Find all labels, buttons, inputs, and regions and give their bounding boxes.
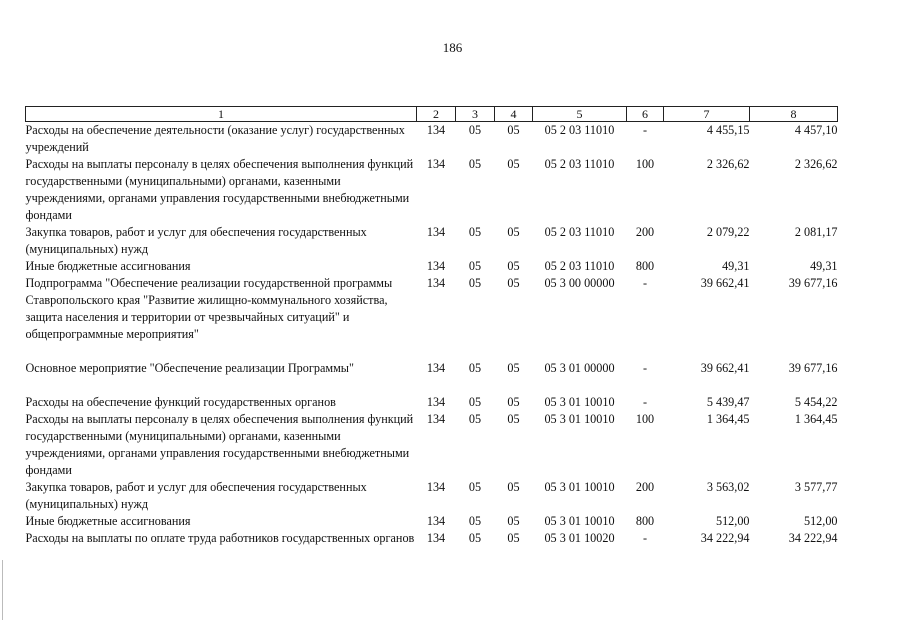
row-col7: 2 326,62 xyxy=(706,157,750,171)
row-col3: 05 xyxy=(468,480,482,494)
row-col4: 05 xyxy=(507,395,520,409)
row-col3: 05 xyxy=(468,514,482,528)
col-header-7: 7 xyxy=(664,107,750,122)
row-col7: 34 222,94 xyxy=(700,531,750,545)
row-col3: 05 xyxy=(468,157,482,171)
row-col3: 05 xyxy=(468,412,482,426)
row-col2: 134 xyxy=(426,514,446,528)
row-col3: 05 xyxy=(468,123,482,137)
row-col4: 05 xyxy=(507,531,520,545)
row-col7: 39 662,41 xyxy=(700,276,750,290)
row-col4: 05 xyxy=(507,259,520,273)
row-col5: 05 2 03 11010 xyxy=(544,225,615,239)
row-col7: 2 079,22 xyxy=(706,225,750,239)
row-col6: - xyxy=(642,531,648,545)
row-col8: 5 454,22 xyxy=(794,395,838,409)
row-col8: 4 457,10 xyxy=(794,123,838,137)
row-name: Иные бюджетные ассигнования xyxy=(25,259,191,273)
table-row xyxy=(26,258,838,275)
row-col6: 200 xyxy=(635,480,655,494)
row-col2: 134 xyxy=(426,480,446,494)
row-col2: 134 xyxy=(426,531,446,545)
table-row xyxy=(26,122,838,157)
page-number: 186 xyxy=(442,40,463,55)
row-name: Закупка товаров, работ и услуг для обеспечения государственных (муниципальных) нужд xyxy=(25,480,367,511)
row-col8: 49,31 xyxy=(810,259,838,273)
row-col8: 3 577,77 xyxy=(794,480,838,494)
table-row xyxy=(26,411,838,479)
table-row xyxy=(26,530,838,547)
row-col2: 134 xyxy=(426,276,446,290)
row-col7: 3 563,02 xyxy=(706,480,750,494)
table-row xyxy=(26,156,838,224)
row-col5: 05 3 00 00000 xyxy=(544,276,615,290)
row-col7: 512,00 xyxy=(715,514,750,528)
row-col2: 134 xyxy=(426,225,446,239)
row-col6: 800 xyxy=(635,514,655,528)
row-col7: 49,31 xyxy=(722,259,750,273)
row-col5: 05 3 01 10020 xyxy=(544,531,615,545)
row-col4: 05 xyxy=(507,276,520,290)
row-name: Расходы на выплаты персоналу в целях обеспечения выполнения функций государственными (муниципальными) органами, казенными учреждениями, органами управления государственными внебюджетными фондами xyxy=(25,412,414,477)
row-col6: 800 xyxy=(635,259,655,273)
table-row xyxy=(26,513,838,530)
table-row xyxy=(26,360,838,394)
row-col8: 2 326,62 xyxy=(794,157,838,171)
row-col2: 134 xyxy=(426,361,446,375)
row-col3: 05 xyxy=(468,259,482,273)
row-col6: 100 xyxy=(635,157,655,171)
scan-margin-line xyxy=(2,560,3,620)
row-col6: - xyxy=(642,361,648,375)
row-col6: 100 xyxy=(635,412,655,426)
row-col2: 134 xyxy=(426,157,446,171)
row-col5: 05 3 01 10010 xyxy=(544,514,615,528)
row-col3: 05 xyxy=(468,531,482,545)
row-col4: 05 xyxy=(507,123,520,137)
row-col8: 2 081,17 xyxy=(794,225,838,239)
row-name: Иные бюджетные ассигнования xyxy=(25,514,191,528)
row-name: Подпрограмма "Обеспечение реализации государственной программы Ставропольского края "Развитие жилищно-коммунального хозяйства, защита населения и территории от чрезвычайных ситуаций" и общепрограммные мероприятия" xyxy=(25,276,393,341)
row-col6: - xyxy=(642,276,648,290)
row-col8: 512,00 xyxy=(803,514,838,528)
col-header-6: 6 xyxy=(627,107,664,122)
row-col3: 05 xyxy=(468,361,482,375)
row-col6: 200 xyxy=(635,225,655,239)
row-col6: - xyxy=(642,395,648,409)
row-col8: 39 677,16 xyxy=(788,361,838,375)
row-col5: 05 3 01 10010 xyxy=(544,412,615,426)
table-row xyxy=(26,275,838,360)
row-col2: 134 xyxy=(426,259,446,273)
col-header-5: 5 xyxy=(533,107,627,122)
row-col5: 05 2 03 11010 xyxy=(544,123,615,137)
row-col2: 134 xyxy=(426,412,446,426)
col-header-8: 8 xyxy=(750,107,838,122)
row-name: Закупка товаров, работ и услуг для обеспечения государственных (муниципальных) нужд xyxy=(25,225,367,256)
row-col8: 1 364,45 xyxy=(794,412,838,426)
row-col4: 05 xyxy=(507,514,520,528)
row-col5: 05 3 01 10010 xyxy=(544,395,615,409)
table-row xyxy=(26,394,838,411)
row-col7: 39 662,41 xyxy=(700,361,750,375)
row-name: Расходы на обеспечение функций государственных органов xyxy=(25,395,336,409)
row-col4: 05 xyxy=(507,412,520,426)
col-header-3: 3 xyxy=(456,107,495,122)
row-col4: 05 xyxy=(507,157,520,171)
row-col3: 05 xyxy=(468,395,482,409)
row-col8: 39 677,16 xyxy=(788,276,838,290)
row-col3: 05 xyxy=(468,276,482,290)
budget-table xyxy=(25,106,838,547)
col-header-1: 1 xyxy=(26,107,417,122)
row-name: Расходы на выплаты персоналу в целях обеспечения выполнения функций государственными (муниципальными) органами, казенными учреждениями, органами управления государственными внебюджетными фондами xyxy=(25,157,414,222)
row-col2: 134 xyxy=(426,395,446,409)
row-col4: 05 xyxy=(507,361,520,375)
row-col2: 134 xyxy=(426,123,446,137)
col-header-4: 4 xyxy=(495,107,533,122)
row-col4: 05 xyxy=(507,225,520,239)
row-col7: 1 364,45 xyxy=(706,412,750,426)
row-col5: 05 2 03 11010 xyxy=(544,259,615,273)
row-col7: 5 439,47 xyxy=(706,395,750,409)
row-col5: 05 2 03 11010 xyxy=(544,157,615,171)
header-row xyxy=(26,107,838,122)
row-name: Основное мероприятие "Обеспечение реализации Программы" xyxy=(25,361,354,375)
row-col5: 05 3 01 00000 xyxy=(544,361,615,375)
row-name: Расходы на выплаты по оплате труда работников государственных органов xyxy=(25,531,415,545)
row-col8: 34 222,94 xyxy=(788,531,838,545)
table-row xyxy=(26,479,838,513)
row-col6: - xyxy=(642,123,648,137)
row-col5: 05 3 01 10010 xyxy=(544,480,615,494)
row-col3: 05 xyxy=(468,225,482,239)
row-name: Расходы на обеспечение деятельности (оказание услуг) государственных учреждений xyxy=(25,123,405,154)
table-row xyxy=(26,224,838,258)
row-col4: 05 xyxy=(507,480,520,494)
col-header-2: 2 xyxy=(417,107,456,122)
row-col7: 4 455,15 xyxy=(706,123,750,137)
